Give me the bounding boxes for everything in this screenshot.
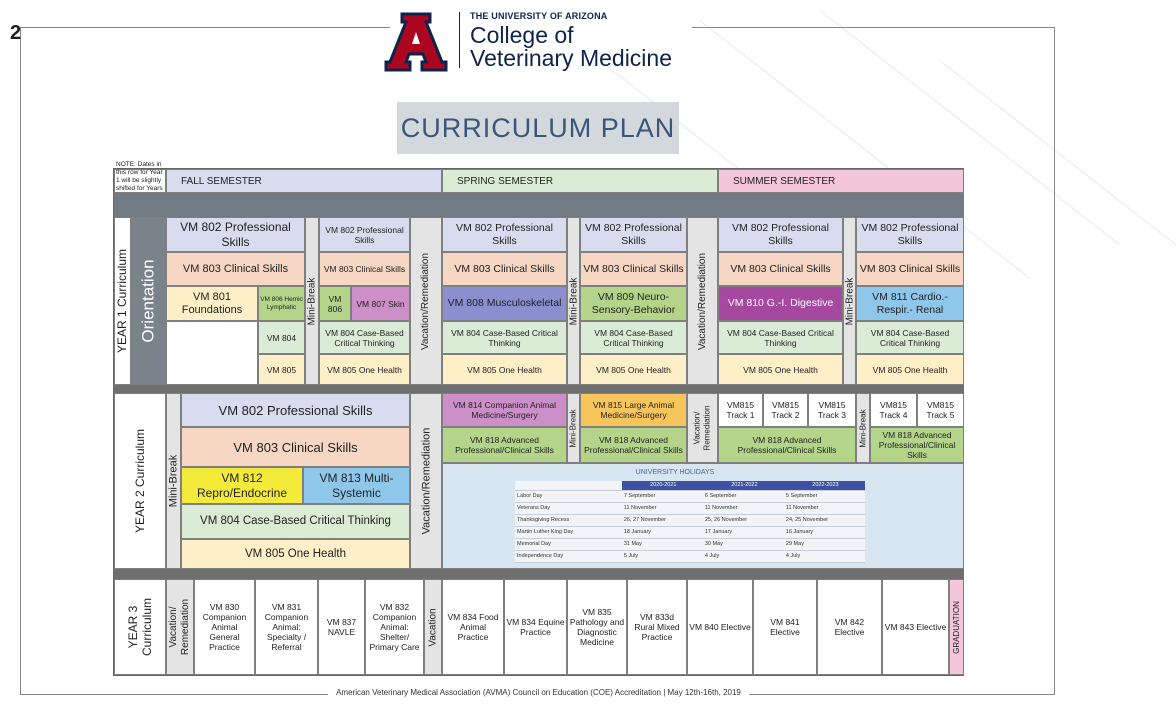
y1-mini-break-2: Mini-Break: [567, 217, 580, 385]
y2-track-5: VM815 Track 5: [917, 393, 964, 427]
y3-graduation: GRADUATION: [949, 579, 964, 675]
y2-vm804: VM 804 Case-Based Critical Thinking: [181, 504, 410, 539]
y1-vm804-summer2: VM 804 Case-Based Critical Thinking: [856, 321, 964, 354]
y2-track-4: VM815 Track 4: [870, 393, 917, 427]
y3-vm830: VM 830 Companion Animal General Practice: [194, 579, 255, 675]
y2-vm802: VM 802 Professional Skills: [181, 393, 410, 427]
y1-vm802-spring: VM 802 Professional Skills: [442, 217, 567, 252]
y1-vm806: VM 806: [319, 286, 351, 321]
holiday-year: 2020-2021: [622, 481, 703, 490]
holiday-row: Independence Day 5 July 4 July 4 July: [515, 550, 865, 562]
y3-vm835: VM 835 Pathology and Diagnostic Medicine: [567, 579, 627, 675]
holiday-row: Martin Luther King Day 18 January 17 January 16 January: [515, 526, 865, 538]
y2-mini-break-3: Mini-Break: [856, 393, 870, 463]
frame-line: [692, 27, 1055, 28]
y1-vm804-summer: VM 804 Case-Based Critical Thinking: [718, 321, 843, 354]
y2-track-2: VM815 Track 2: [763, 393, 808, 427]
holiday-row: Labor Day 7 September 6 September 5 September: [515, 490, 865, 502]
summer-semester-header: SUMMER SEMESTER: [718, 169, 964, 193]
y1-vm809: VM 809 Neuro-Sensory-Behavior: [580, 286, 687, 321]
y3-vacation-remediation: Vacation/ Remediation: [166, 579, 194, 675]
curriculum-grid: [113, 161, 964, 676]
university-name: THE UNIVERSITY OF ARIZONA: [470, 11, 608, 21]
y1-empty-cell: [166, 321, 258, 385]
y1-vm805-short: VM 805: [258, 354, 305, 385]
holiday-row: Veterans Day 11 November 11 November 11 November: [515, 502, 865, 514]
y1-vacation-2: Vacation/Remediation: [687, 217, 718, 385]
y2-vacation: Vacation/Remediation: [410, 393, 442, 569]
y3-vm841: VM 841 Elective: [753, 579, 817, 675]
y1-vm803-spring: VM 803 Clinical Skills: [442, 252, 567, 286]
y3-vm837: VM 837 NAVLE: [318, 579, 365, 675]
y3-vacation: Vacation: [424, 579, 442, 675]
note: NOTE: Dates in this row for Year 1 will be slightly shifted for Years: [114, 169, 166, 193]
college-name: [470, 24, 672, 70]
y2-vm818-c: VM 818 Advanced Professional/Clinical Skills: [718, 427, 856, 463]
college-line-2: Veterinary Medicine: [470, 45, 672, 71]
year3-label: YEAR 3 Curriculum: [114, 579, 166, 675]
y2-vm805: VM 805 One Health: [181, 539, 410, 569]
y2-vm814: VM 814 Companion Animal Medicine/Surgery: [442, 393, 567, 427]
y1-vm803-spring2: VM 803 Clinical Skills: [580, 252, 687, 286]
footer: [0, 688, 1077, 697]
y1-vm803-summer2: VM 803 Clinical Skills: [856, 252, 964, 286]
holiday-year: 2022-2023: [784, 481, 865, 490]
college-line-1: College of: [470, 22, 574, 48]
y1-vm804-short: VM 804: [258, 321, 305, 354]
holiday-row: Thanksgiving Recess 26, 27 November 25, 26 November 24, 25 November: [515, 514, 865, 526]
y1-vm802-fall2: VM 802 Professional Skills: [319, 217, 410, 252]
y1-mini-break-3: Mini-Break: [843, 217, 856, 385]
y1-vm802-fall: VM 802 Professional Skills: [166, 217, 305, 252]
y1-vm805-spring2: VM 805 One Health: [580, 354, 687, 385]
y2-track-3: VM815 Track 3: [808, 393, 856, 427]
y2-vm818-a: VM 818 Advanced Professional/Clinical Skills: [442, 427, 567, 463]
fall-semester-header: FALL SEMESTER: [166, 169, 442, 193]
y2-vm818-b: VM 818 Advanced Professional/Clinical Skills: [580, 427, 687, 463]
y3-vm831: VM 831 Companion Animal: Specialty / Referral: [255, 579, 318, 675]
y1-mini-break-1: Mini-Break: [305, 217, 319, 385]
y1-vm804-spring2: VM 804 Case-Based Critical Thinking: [580, 321, 687, 354]
y2-vm803: VM 803 Clinical Skills: [181, 427, 410, 467]
y2-mini-break: Mini-Break: [166, 393, 181, 569]
year1-label: YEAR 1 Curriculum: [114, 217, 131, 385]
y1-vm805-summer2: VM 805 One Health: [856, 354, 964, 385]
y1-vm811: VM 811 Cardio.-Respir.- Renal: [856, 286, 964, 321]
y3-vm840: VM 840 Elective: [687, 579, 753, 675]
y1-vm801: VM 801 Foundations: [166, 286, 258, 321]
y2-vm818-d: VM 818 Advanced Professional/Clinical Skills: [870, 427, 964, 463]
holiday-year: 2021-2022: [703, 481, 784, 490]
holidays-title: UNIVERSITY HOLIDAYS: [635, 469, 715, 476]
y1-vm810: VM 810 G.-I. Digestive: [718, 286, 843, 321]
y3-vm834-equine: VM 834 Equine Practice: [504, 579, 567, 675]
frame-line: [20, 27, 390, 28]
y1-vm808: VM 808 Musculoskeletal: [442, 286, 567, 321]
y1-vm802-summer2: VM 802 Professional Skills: [856, 217, 964, 252]
logo-divider: [459, 12, 460, 68]
y1-vm804-fall2: VM 804 Case-Based Critical Thinking: [319, 321, 410, 354]
y1-vm802-spring2: VM 802 Professional Skills: [580, 217, 687, 252]
y3-vm832: VM 832 Companion Animal: Shelter/ Primary Care: [365, 579, 424, 675]
footer-text: American Veterinary Medical Association (AVMA) Council on Education (COE) Accreditation | May 12th-16th, 2019: [328, 688, 749, 697]
holidays-header-row: [515, 481, 865, 490]
y2-vm812: VM 812 Repro/Endocrine: [181, 467, 303, 504]
y1-vm803-fall: VM 803 Clinical Skills: [166, 252, 305, 286]
y1-vm805-spring: VM 805 One Health: [442, 354, 567, 385]
y1-vacation-1: Vacation/Remediation: [410, 217, 442, 385]
y3-vm842: VM 842 Elective: [817, 579, 882, 675]
university-logo-icon: [384, 10, 448, 74]
holiday-row: Memorial Day 31 May 30 May 29 May: [515, 538, 865, 550]
y2-vm813: VM 813 Multi-Systemic: [303, 467, 410, 504]
page-number: 2: [10, 22, 22, 44]
year2-label: YEAR 2 Curriculum: [114, 393, 166, 569]
y1-vm804-spring: VM 804 Case-Based Critical Thinking: [442, 321, 567, 354]
y1-vm805-summer: VM 805 One Health: [718, 354, 843, 385]
page-title: CURRICULUM PLAN: [397, 102, 679, 154]
y2-mini-break-2: Mini-Break: [567, 393, 580, 463]
y2-vm815-large: VM 815 Large Animal Medicine/Surgery: [580, 393, 687, 427]
y1-vm805-fall2: VM 805 One Health: [319, 354, 410, 385]
holidays-table: [515, 481, 865, 563]
year-separator: [114, 569, 964, 579]
y3-vm834-food: VM 834 Food Animal Practice: [442, 579, 504, 675]
y3-vm843: VM 843 Elective: [882, 579, 949, 675]
y1-vm802-summer: VM 802 Professional Skills: [718, 217, 843, 252]
y2-track-1: VM815 Track 1: [718, 393, 763, 427]
year-separator: [114, 385, 964, 393]
y1-vm803-summer: VM 803 Clinical Skills: [718, 252, 843, 286]
y2-vacation-2: Vacation/ Remediation: [687, 393, 718, 463]
week-row: [114, 193, 964, 217]
y3-vm833d: VM 833d Rural Mixed Practice: [627, 579, 687, 675]
y1-vm806-hemic: VM 806 Hemic Lymphatic: [258, 286, 305, 321]
orientation-label: Orientation: [131, 217, 166, 385]
spring-semester-header: SPRING SEMESTER: [442, 169, 718, 193]
y1-vm807: VM 807 Skin: [351, 286, 410, 321]
y1-vm803-fall2: VM 803 Clinical Skills: [319, 252, 410, 286]
